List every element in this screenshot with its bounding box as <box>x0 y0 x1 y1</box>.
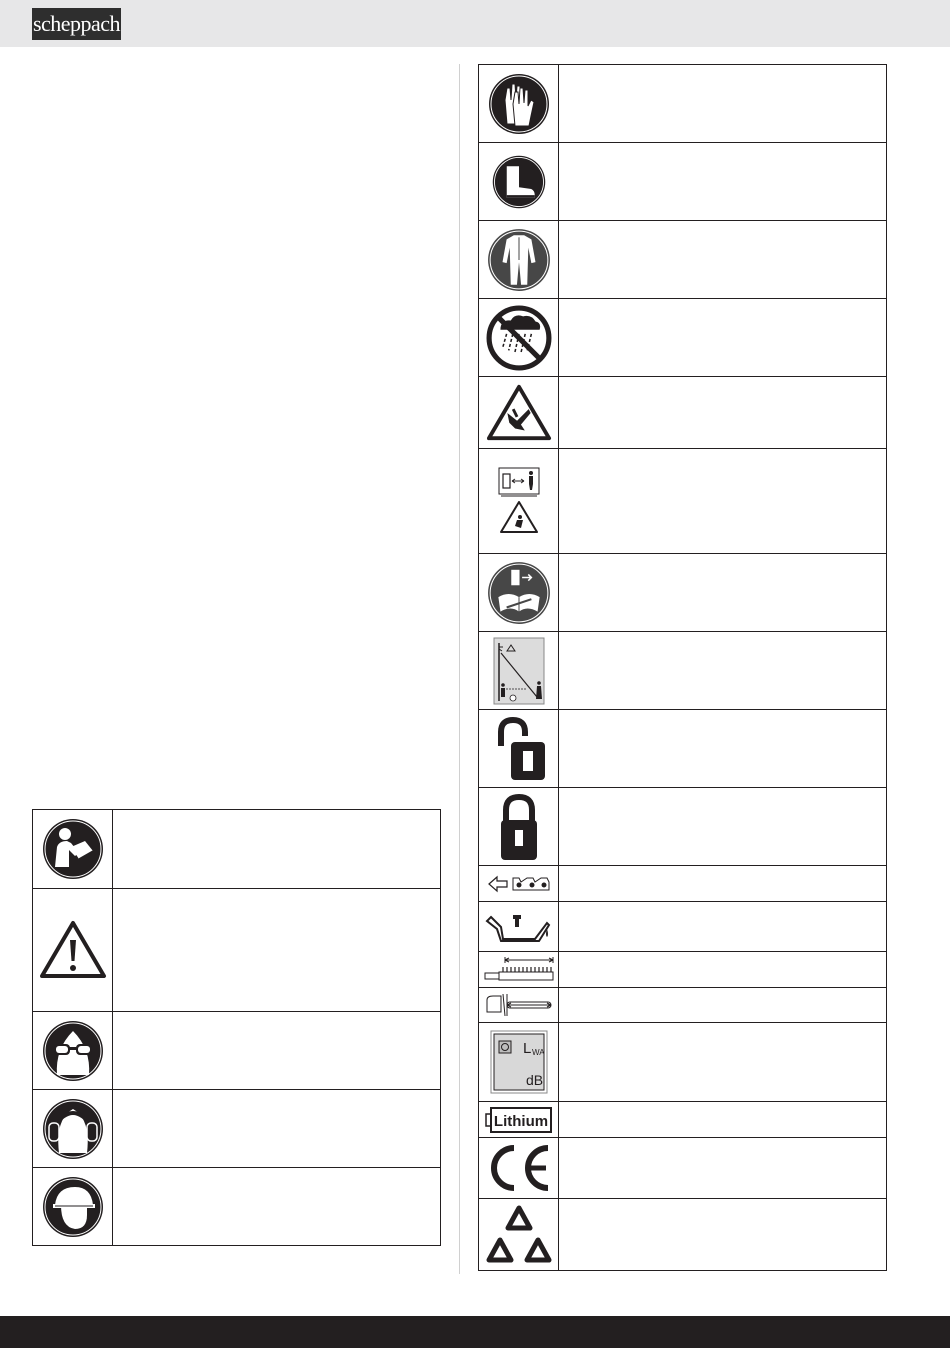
symbol-table-right <box>478 64 887 1271</box>
symbol-row <box>479 952 887 988</box>
safety-boots-icon <box>479 143 559 221</box>
symbol-row <box>33 1012 441 1090</box>
recycling-icon <box>479 1199 559 1271</box>
symbol-description <box>559 554 887 632</box>
eye-protection-icon <box>33 1012 113 1090</box>
oil-can-icon <box>479 902 559 952</box>
sound-power-db-label: dB <box>525 1072 543 1088</box>
symbol-row <box>479 788 887 866</box>
cut-hazard-icon <box>479 377 559 449</box>
protective-clothing-icon <box>479 221 559 299</box>
safety-distance-icon <box>479 449 559 554</box>
symbol-description <box>113 810 441 889</box>
symbol-description <box>559 221 887 299</box>
symbol-description <box>559 1102 887 1138</box>
symbol-description <box>559 866 887 902</box>
symbol-row <box>479 632 887 710</box>
symbol-description <box>559 788 887 866</box>
symbol-row <box>33 1168 441 1246</box>
symbol-row <box>479 554 887 632</box>
page-header <box>0 0 950 47</box>
symbol-description <box>559 710 887 788</box>
symbol-row <box>479 65 887 143</box>
symbol-description <box>559 902 887 952</box>
symbol-row <box>479 143 887 221</box>
symbol-description <box>559 1023 887 1102</box>
sound-power-l-label: L <box>522 1040 531 1057</box>
locked-icon <box>479 788 559 866</box>
symbol-description <box>113 1090 441 1168</box>
ce-mark-icon <box>479 1138 559 1199</box>
symbol-row <box>33 1090 441 1168</box>
page-footer <box>0 1316 950 1348</box>
brand-logo: scheppach <box>32 8 121 40</box>
symbol-row <box>479 866 887 902</box>
symbol-row <box>479 1023 887 1102</box>
column-divider <box>459 64 460 1274</box>
symbol-description <box>113 1168 441 1246</box>
lithium-battery-icon <box>479 1102 559 1138</box>
sound-power-icon <box>479 1023 559 1102</box>
read-manual-icon <box>33 810 113 889</box>
symbol-description <box>559 449 887 554</box>
remove-battery-manual-icon <box>479 554 559 632</box>
symbol-row <box>33 889 441 1012</box>
symbol-row <box>479 1138 887 1199</box>
guide-bar-length-icon <box>479 988 559 1023</box>
symbol-description <box>113 1012 441 1090</box>
symbol-row <box>479 377 887 449</box>
symbol-description <box>559 299 887 377</box>
symbol-description <box>559 1138 887 1199</box>
symbol-description <box>559 377 887 449</box>
unlocked-icon <box>479 710 559 788</box>
symbol-description <box>559 632 887 710</box>
symbol-description <box>559 65 887 143</box>
warning-triangle-icon <box>33 889 113 1012</box>
cutting-length-icon <box>479 952 559 988</box>
symbol-row <box>479 1102 887 1138</box>
symbol-description <box>559 988 887 1023</box>
sound-power-wa-label: WA <box>531 1048 545 1057</box>
symbol-row <box>479 902 887 952</box>
symbol-description <box>559 143 887 221</box>
symbol-row <box>479 710 887 788</box>
symbol-table-left <box>32 809 441 1246</box>
helmet-icon <box>33 1168 113 1246</box>
symbol-row <box>479 449 887 554</box>
lithium-label: Lithium <box>493 1112 548 1130</box>
symbol-row <box>479 1199 887 1271</box>
chain-direction-icon <box>479 866 559 902</box>
symbol-row <box>479 221 887 299</box>
no-rain-icon <box>479 299 559 377</box>
gloves-icon <box>479 65 559 143</box>
symbol-description <box>559 1199 887 1271</box>
symbol-description <box>113 889 441 1012</box>
symbol-description <box>559 952 887 988</box>
symbol-row <box>479 299 887 377</box>
ear-protection-icon <box>33 1090 113 1168</box>
working-position-icon <box>479 632 559 710</box>
symbol-row <box>33 810 441 889</box>
symbol-row <box>479 988 887 1023</box>
